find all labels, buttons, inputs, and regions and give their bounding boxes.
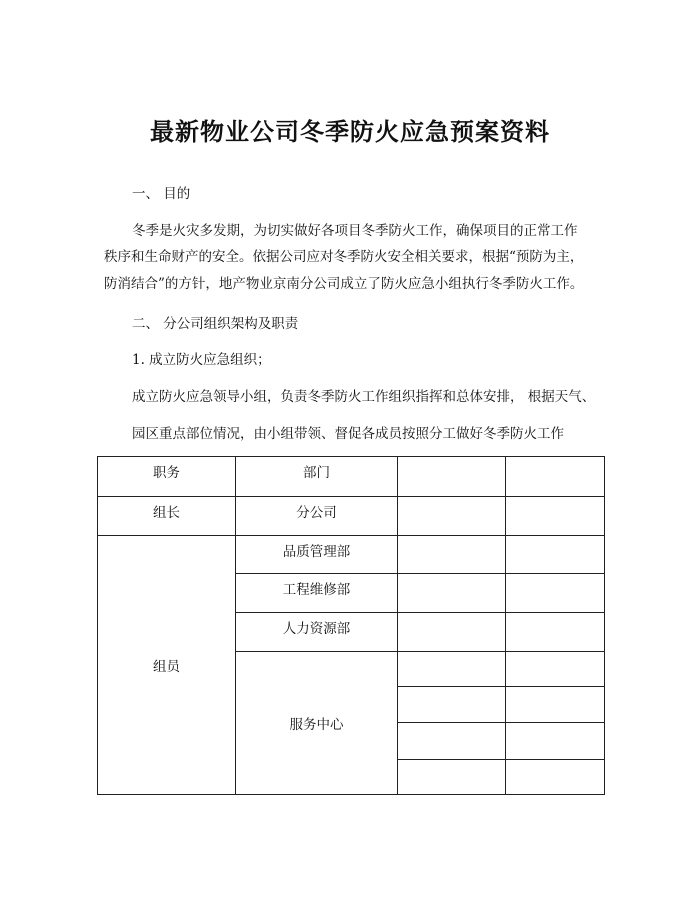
member-dept-cell: 服务中心: [236, 652, 398, 795]
empty-cell: [398, 613, 506, 652]
empty-cell: [506, 613, 605, 652]
section1-para-line: 防消结合”的方针，地产物业京南分公司成立了防火应急小组执行冬季防火工作。: [104, 276, 584, 292]
empty-cell: [506, 760, 605, 795]
empty-cell: [506, 723, 605, 760]
empty-cell: [398, 536, 506, 574]
table-row: [98, 536, 605, 574]
section2-subheading: 1. 成立防火应急组织；: [132, 352, 271, 368]
empty-cell: [506, 687, 605, 723]
section2-para-line: 成立防火应急领导小组，负责冬季防火工作组织指挥和总体安排， 根据天气、: [132, 389, 596, 405]
section1-para-line: 冬季是火灾多发期，为切实做好各项目冬季防火工作，确保项目的正常工作: [132, 223, 578, 239]
member-dept-cell: 工程维修部: [236, 574, 398, 613]
empty-cell: [398, 652, 506, 687]
organization-table: [97, 456, 605, 795]
section2-heading: 二、 分公司组织架构及职责: [132, 316, 299, 332]
empty-cell: [506, 536, 605, 574]
empty-cell: [398, 760, 506, 795]
section2-para-line: 园区重点部位情况，由小组带领、督促各成员按照分工做好冬季防火工作: [132, 426, 564, 442]
empty-cell: [398, 723, 506, 760]
document-title: 最新物业公司冬季防火应急预案资料: [150, 117, 550, 146]
header-cell-role: 职务: [98, 457, 236, 497]
empty-cell: [506, 652, 605, 687]
table-row: [98, 497, 605, 536]
table-row: [98, 457, 605, 497]
empty-cell: [398, 687, 506, 723]
section1-heading: 一、 目的: [132, 186, 191, 202]
members-role-cell: 组员: [98, 536, 236, 795]
header-cell-dept: 部门: [236, 457, 398, 497]
member-dept-cell: 品质管理部: [236, 536, 398, 574]
leader-role-cell: 组长: [98, 497, 236, 536]
empty-cell: [506, 574, 605, 613]
empty-cell: [506, 457, 605, 497]
empty-cell: [398, 457, 506, 497]
empty-cell: [506, 497, 605, 536]
empty-cell: [398, 497, 506, 536]
leader-dept-cell: 分公司: [236, 497, 398, 536]
empty-cell: [398, 574, 506, 613]
section1-para-line: 秩序和生命财产的安全。依据公司应对冬季防火安全相关要求，根据“预防为主，: [104, 249, 584, 265]
member-dept-cell: 人力资源部: [236, 613, 398, 652]
